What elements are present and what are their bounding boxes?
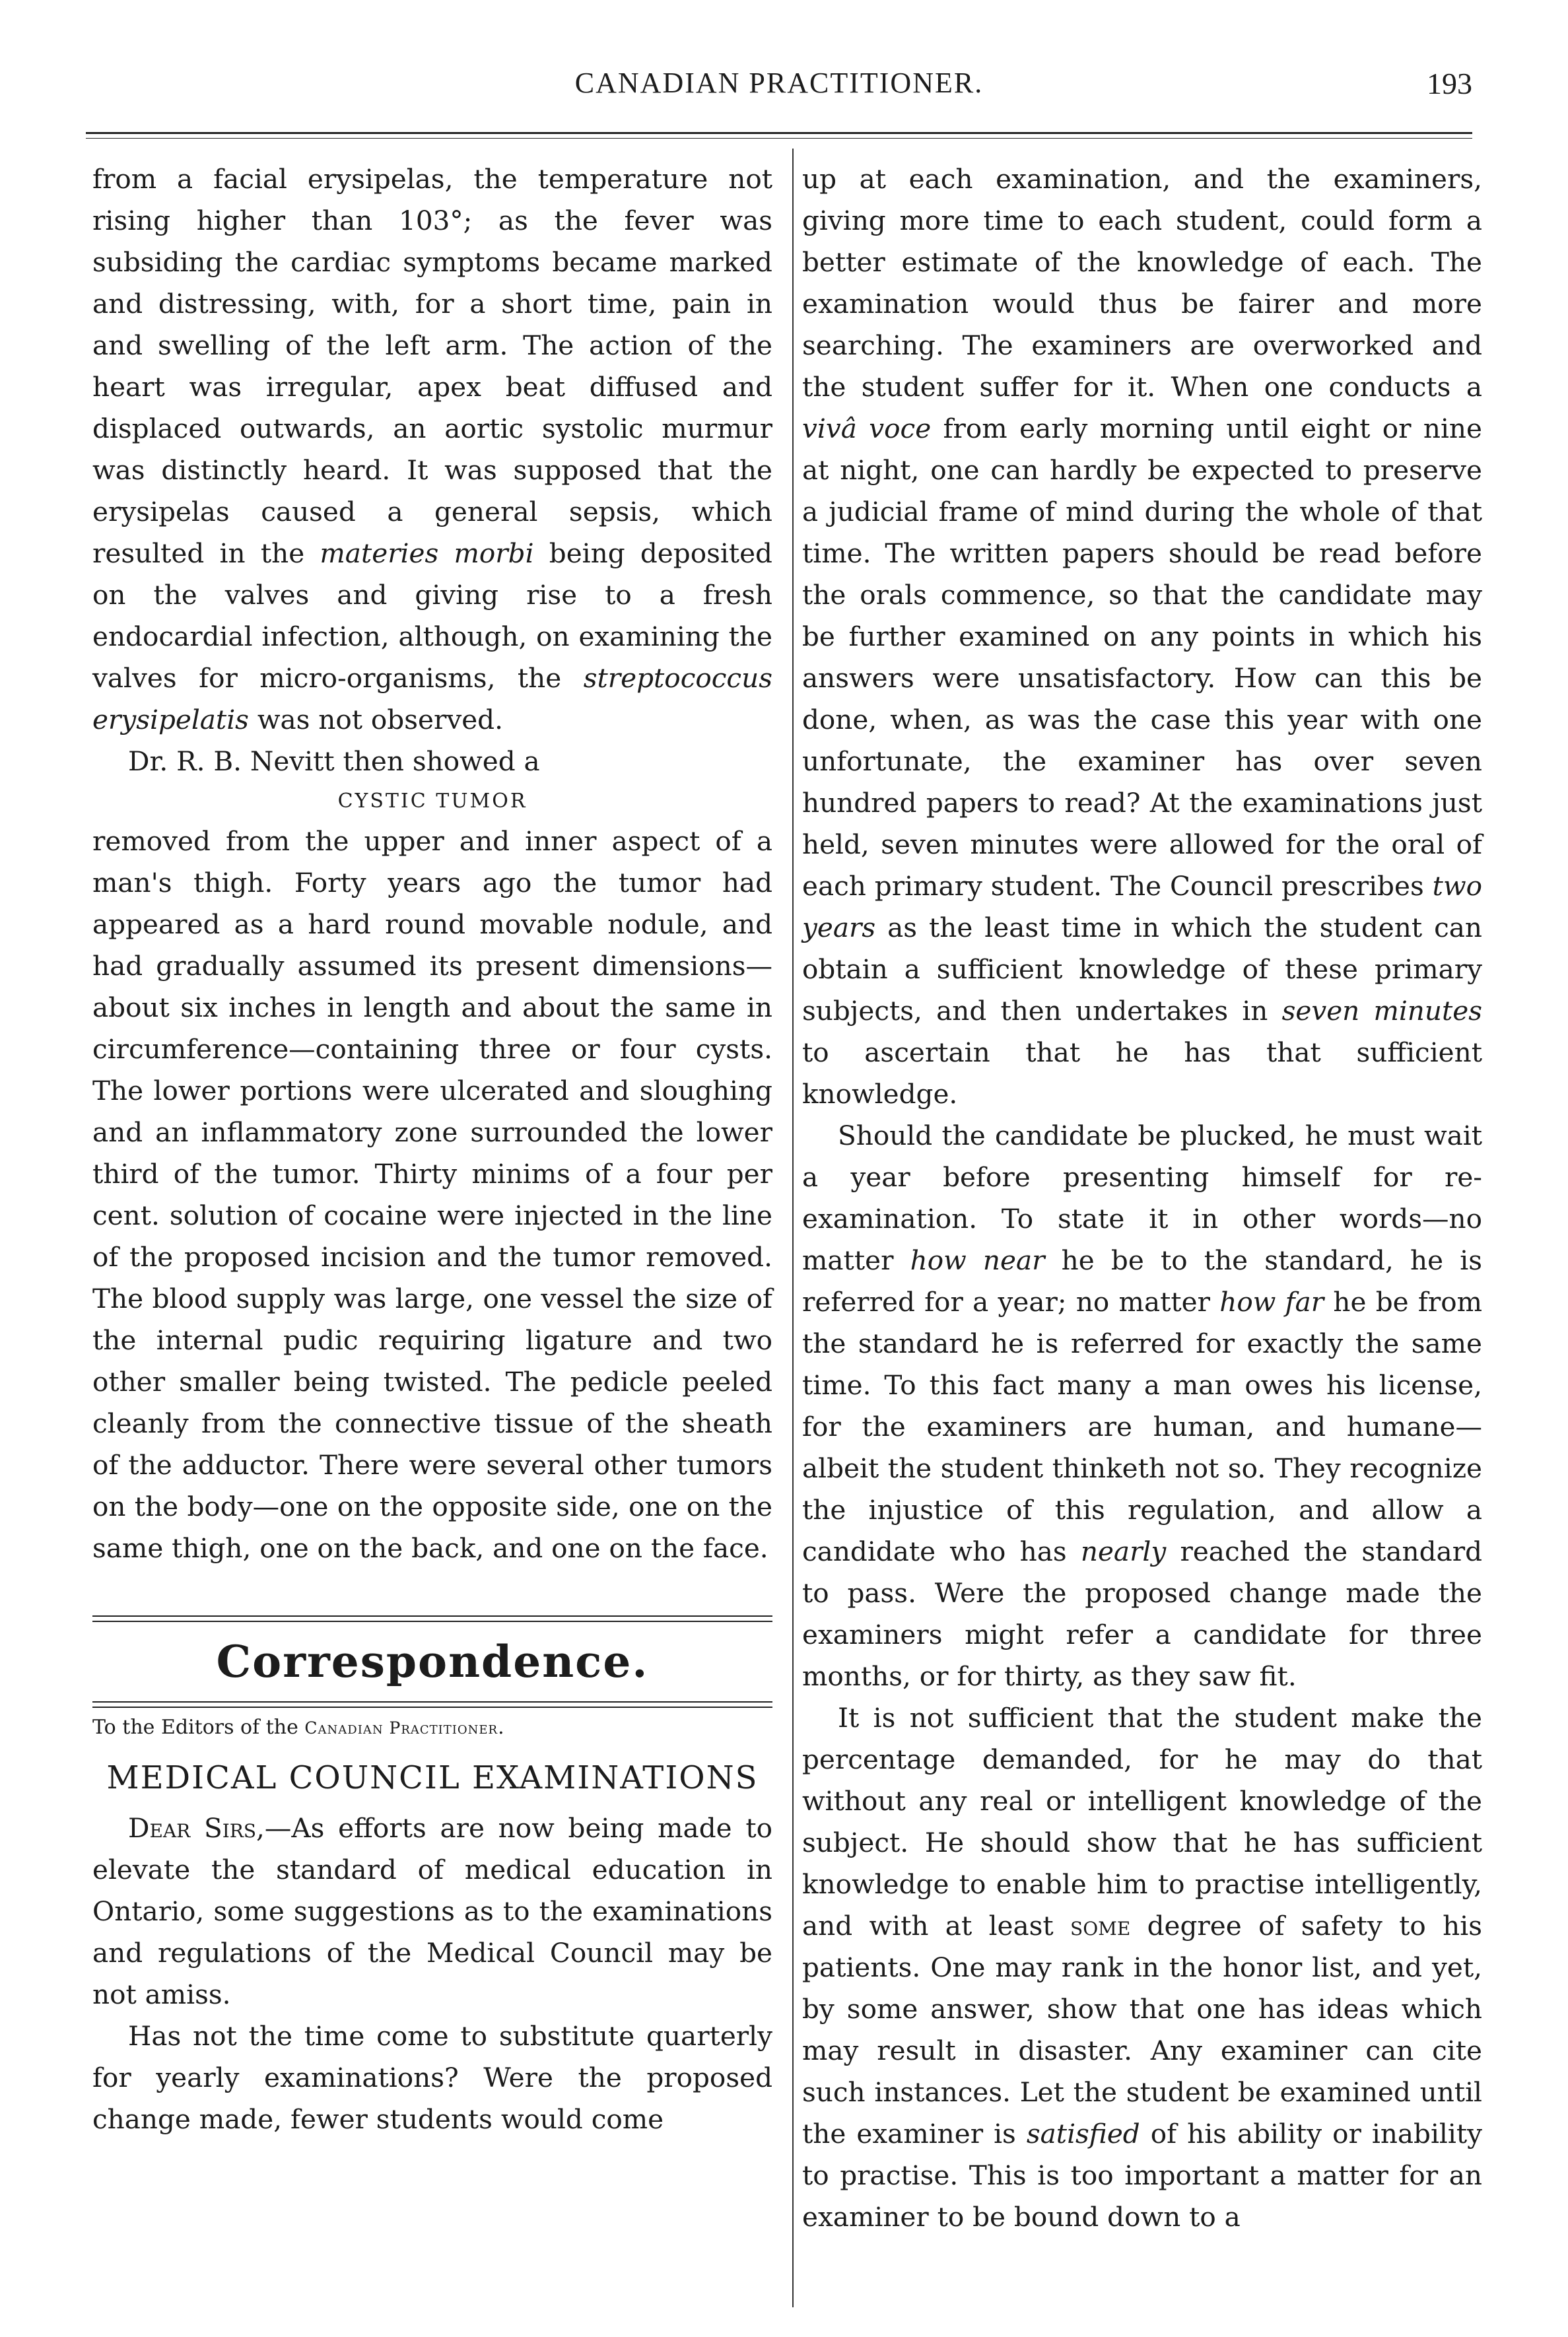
quarterly-paragraph: Has not the time come to substitute quarterly for yearly examinations? Were the proposed change made, fewer students would come: [92, 2020, 772, 2135]
erysipelas-paragraph: from a facial erysipelas, the temperature not rising higher than 103°; as the fever was subsiding the cardiac symptoms became marked and distressing, with, for a short time, pain in and swelling of the left arm. The action of the heart was irregular, apex beat diffused and displaced outwards, an aortic systolic murmur was distinctly heard. It was supposed that the erysipelas caused a general sepsis, which resulted in the materies morbi being deposited on the valves and giving rise to a fresh endocardial infection, although, on examining the valves for micro-organisms, the streptococcus erysipelatis was not observed.: [92, 163, 772, 735]
tumor-paragraph: removed from the upper and inner aspect of a man's thigh. Forty years ago the tumor had appeared as a hard round movable nodule, and had gradually assumed its present dimensions—about six inches in length and about the same in circumference—containing three or four cysts. The lower portions were ulcerated and sloughing and an inflammatory zone surrounded the lower third of the tumor. Thirty minims of a four per cent. solution of cocaine were injected in the line of the proposed incision and the tumor removed. The blood supply was large, one vessel the size of the internal pudic requiring ligature and two other smaller being twisted. The pedicle peeled cleanly from the connective tissue of the sheath of the adductor. There were several other tumors on the body—one on the opposite side, one on the same thigh, one on the back, and one on the face.: [92, 825, 772, 1564]
right-column: [802, 158, 1482, 2238]
correspondence-heading: Correspondence.: [216, 1636, 649, 1687]
plucked-paragraph: Should the candidate be plucked, he must wait a year before presenting himself for re-examination. To state it in other words—no matter how near he be to the standard, he is referred for a year; no matter how far he be from the standard he is referred for exactly the same time. To this fact many a man owes his license, for the examiners are human, and humane—albeit the student thinketh not so. They recognize the injustice of this regulation, and allow a candidate who has nearly reached the standard to pass. Were the proposed change made the examiners might refer a candidate for three months, or for thirty, as they saw fit.: [802, 1120, 1482, 1692]
section-rule-bottom: [92, 1701, 772, 1708]
section-rule-top: [92, 1615, 772, 1622]
header-rule: [86, 132, 1472, 139]
percentage-paragraph: It is not sufficient that the student make the percentage demanded, for he may do that without any real or intelligent knowledge of the subject. He should show that he has sufficient knowledge to enable him to practise intelligently, and with at least some degree of safety to his patients. One may rank in the honor list, and yet, by some answer, show that one has ideas which may result in disaster. Any examiner can cite such instances. Let the student be examined until the examiner is satisfied of his ability or inability to practise. This is too important a matter for an examiner to be bound down to a: [802, 1702, 1482, 2233]
left-column: [92, 158, 772, 2140]
examination-paragraph: up at each examination, and the examiners, giving more time to each student, could form a better estimate of the knowledge of each. The examination would thus be fairer and more searching. The examiners are overworked and the student suffer for it. When one conducts a vivâ voce from early morning until eight or nine at night, one can hardly be expected to preserve a judicial frame of mind during the whole of that time. The written papers should be read before the orals commence, so that the candidate may be further examined on any points in which his answers were unsatisfactory. How can this be done, when, as was the case this year with one unfortunate, the examiner has over seven hundred papers to read? At the examinations just held, seven minutes were allowed for the oral of each primary student. The Council prescribes two years as the least time in which the student can obtain a sufficient knowledge of these primary subjects, and then undertakes in seven minutes to ascertain that he has that sufficient knowledge.: [802, 163, 1482, 1110]
running-title: CANADIAN PRACTITIONER.: [574, 67, 984, 99]
article-title: MEDICAL COUNCIL EXAMINATIONS: [106, 1759, 759, 1796]
nevitt-paragraph: Dr. R. B. Nevitt then showed a: [128, 745, 540, 777]
running-header: [86, 66, 1472, 125]
column-divider: [792, 149, 794, 2307]
cystic-tumor-heading: CYSTIC TUMOR: [337, 790, 528, 813]
page-number: 193: [1427, 67, 1472, 100]
to-editors-line: To the Editors of the Canadian Practitioner.: [92, 1716, 504, 1739]
dear-sirs-paragraph: Dear Sirs,—As efforts are now being made to elevate the standard of medical education in Ontario, some suggestions as to the examinations and regulations of the Medical Council may be not amiss.: [92, 1812, 772, 2010]
